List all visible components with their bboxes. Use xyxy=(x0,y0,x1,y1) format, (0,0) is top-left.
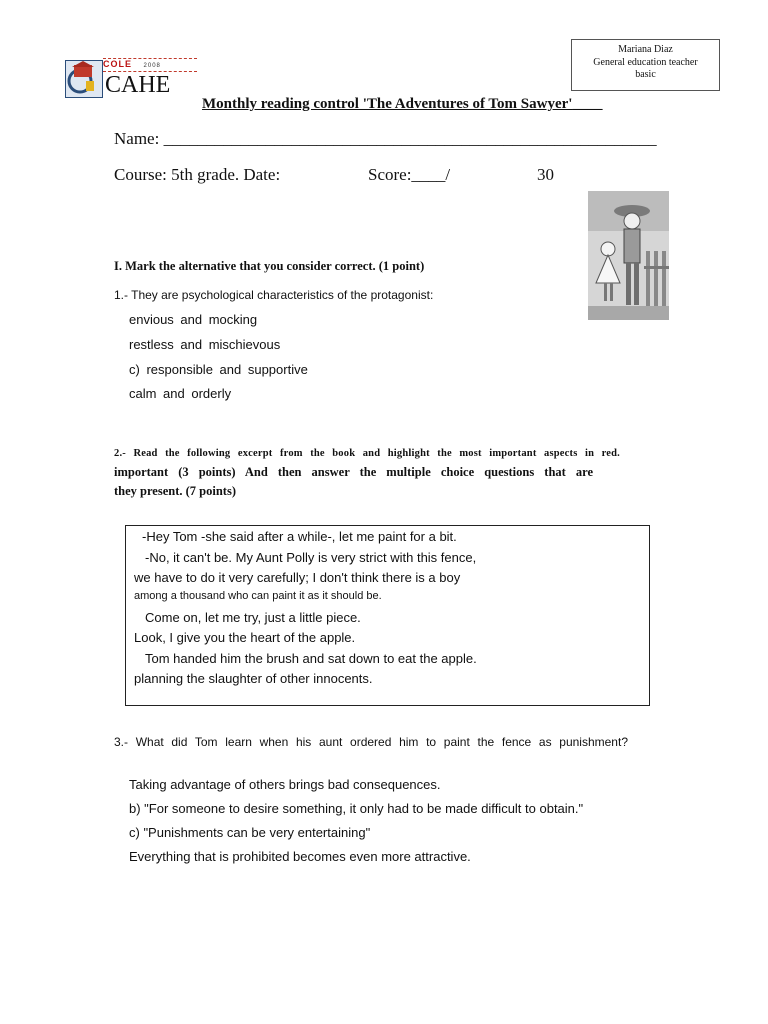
teacher-role: General education teacher xyxy=(593,56,698,68)
teacher-role-level: basic xyxy=(635,69,656,80)
excerpt-line: planning the slaughter of other innocents. xyxy=(134,671,373,686)
school-logo xyxy=(65,58,197,100)
excerpt-line: Look, I give you the heart of the apple. xyxy=(134,630,356,645)
q3-option-b[interactable]: b) "For someone to desire something, it only had to be made difficult to obtain." xyxy=(129,801,584,816)
q3-option-d[interactable]: Everything that is prohibited becomes even more attractive. xyxy=(129,849,471,864)
q1-option-a[interactable]: envious and mocking xyxy=(129,312,258,327)
excerpt-box xyxy=(125,525,650,706)
question-1-text: 1.- They are psychological characteristics of the protagonist: xyxy=(114,288,434,302)
teacher-info-box xyxy=(571,39,720,91)
q1-option-c[interactable]: c) responsible and supportive xyxy=(129,362,308,377)
question-2-line-3: they present. (7 points) xyxy=(114,484,236,498)
q3-option-c[interactable]: c) "Punishments can be very entertaining" xyxy=(129,825,371,840)
excerpt-line: among a thousand who can paint it as it should be. xyxy=(134,590,382,602)
document-title: Monthly reading control 'The Adventures of Tom Sawyer'____ xyxy=(202,96,603,112)
logo-banner-text: COLE xyxy=(103,59,133,69)
excerpt-line: Tom handed him the brush and sat down to eat the apple. xyxy=(145,651,477,666)
tom-sawyer-illustration xyxy=(588,191,669,320)
q1-option-d[interactable]: calm and orderly xyxy=(129,386,232,401)
excerpt-line: -No, it can't be. My Aunt Polly is very strict with this fence, xyxy=(145,550,477,565)
name-blank[interactable]: __________________________________________________________ xyxy=(163,129,657,148)
excerpt-line: -Hey Tom -she said after a while-, let me paint for a bit. xyxy=(142,529,457,544)
section-1-heading: I. Mark the alternative that you consider correct. (1 point) xyxy=(114,259,425,273)
logo-banner-small-text: 2008 xyxy=(143,63,161,69)
name-field[interactable] xyxy=(114,129,657,149)
question-2-line-2: important (3 points) And then answer the multiple choice questions that are xyxy=(114,465,593,479)
teacher-name: Mariana Diaz xyxy=(618,44,673,55)
document-title-text: Monthly reading control 'The Adventures of Tom Sawyer' xyxy=(202,96,573,112)
q1-option-b[interactable]: restless and mischievous xyxy=(129,337,281,352)
name-label: Name: xyxy=(114,129,160,148)
logo-banner xyxy=(103,58,197,72)
course-date-line: Course: 5th grade. Date: xyxy=(114,165,281,184)
logo-emblem-icon xyxy=(65,60,103,98)
q3-option-a[interactable]: Taking advantage of others brings bad consequences. xyxy=(129,777,441,792)
excerpt-line: we have to do it very carefully; I don't think there is a boy xyxy=(134,570,461,585)
excerpt-line: Come on, let me try, just a little piece. xyxy=(145,610,361,625)
score-field[interactable]: Score:____/ xyxy=(368,165,451,184)
question-2-line-1: 2.- Read the following excerpt from the book and highlight the most important aspects in red. xyxy=(114,448,620,459)
question-3-text: 3.- What did Tom learn when his aunt ordered him to paint the fence as punishment? xyxy=(114,735,628,749)
score-max: 30 xyxy=(537,165,554,184)
logo-wordmark: CAHE xyxy=(105,72,171,98)
